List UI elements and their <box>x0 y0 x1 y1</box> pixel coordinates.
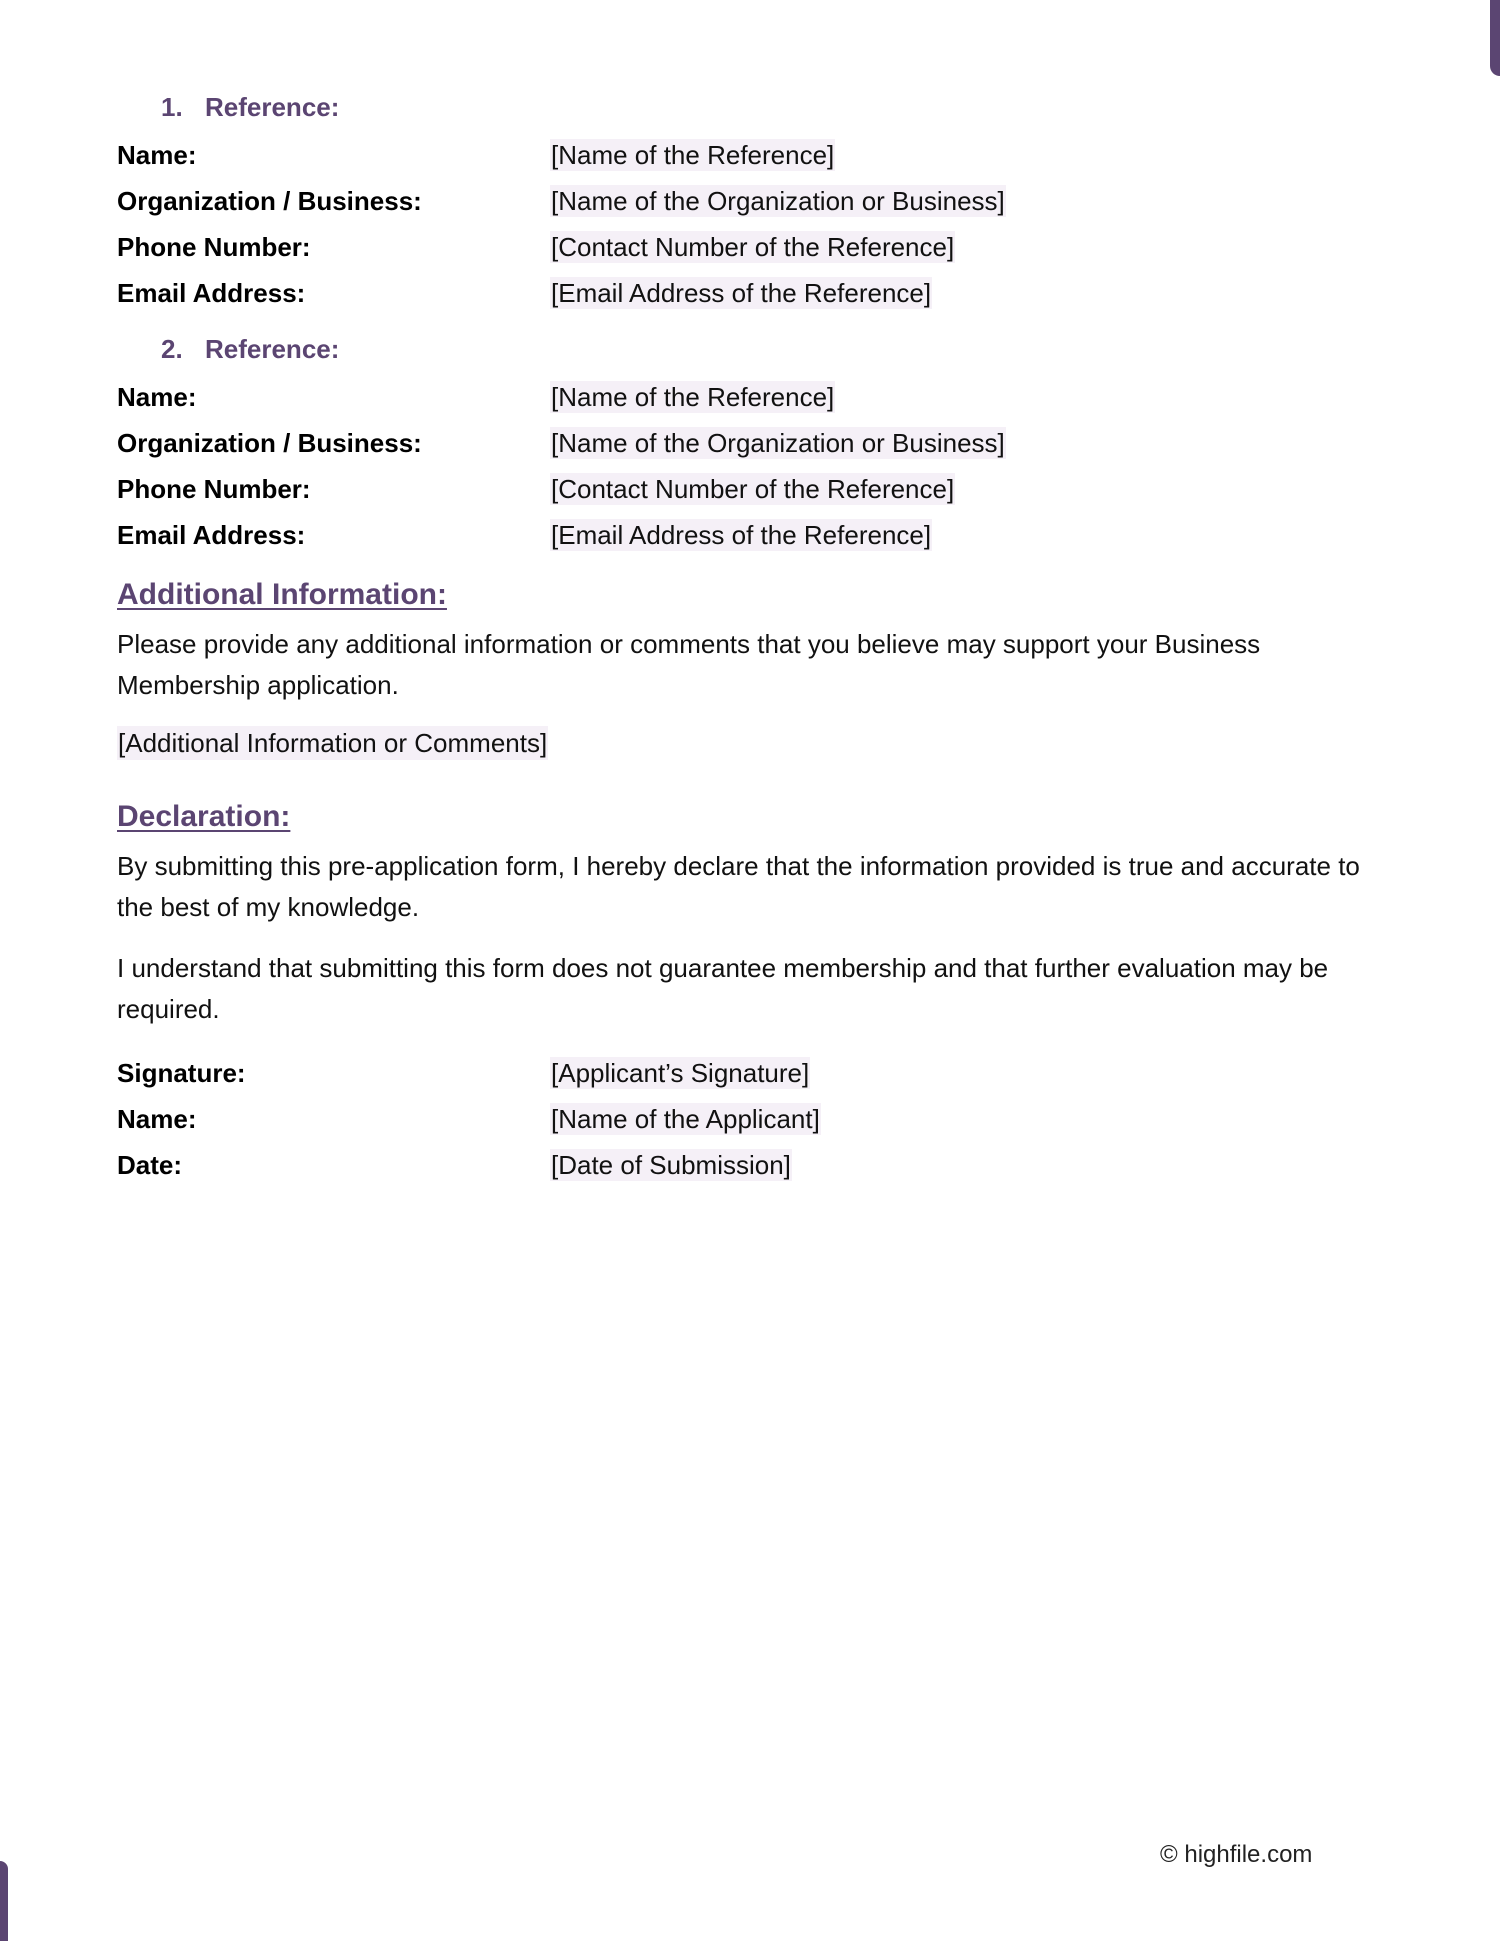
applicant-name-field[interactable]: [Name of the Applicant] <box>551 1104 820 1134</box>
field-label: Email Address: <box>117 519 306 550</box>
field-label: Name: <box>117 1103 197 1134</box>
additional-information-field[interactable]: [Additional Information or Comments] <box>118 728 548 758</box>
declaration-paragraph-2: I understand that submitting this form does not guarantee membership and that further evaluation may be required. <box>117 953 1329 1024</box>
reference-1-phone-field[interactable]: [Contact Number of the Reference] <box>551 232 955 262</box>
submission-date-row <box>117 1142 1377 1188</box>
field-label: Phone Number: <box>117 231 311 262</box>
reference-1-number: 1. <box>161 92 183 122</box>
corner-decoration-bottom-left <box>0 1861 8 1941</box>
additional-information-section <box>117 576 1377 788</box>
applicant-name-row <box>117 1096 1377 1142</box>
field-label: Name: <box>117 139 197 170</box>
reference-1-title: Reference: <box>205 92 340 122</box>
field-label: Email Address: <box>117 277 306 308</box>
reference-2-name-row <box>117 374 1377 420</box>
declaration-section <box>117 798 1377 1188</box>
field-label: Signature: <box>117 1057 246 1088</box>
corner-decoration-top-right <box>1490 0 1500 76</box>
reference-2-organization-field[interactable]: [Name of the Organization or Business] <box>551 428 1005 458</box>
reference-2-organization-row <box>117 420 1377 466</box>
footer-copyright: © highfile.com <box>1160 1841 1313 1868</box>
document-content <box>117 92 1377 1188</box>
reference-1-email-row <box>117 270 1377 316</box>
reference-1-phone-row <box>117 224 1377 270</box>
reference-1-email-field[interactable]: [Email Address of the Reference] <box>551 278 932 308</box>
reference-2-name-field[interactable]: [Name of the Reference] <box>551 382 835 412</box>
reference-2-phone-row <box>117 466 1377 512</box>
reference-2-section <box>117 334 1377 558</box>
additional-information-description: Please provide any additional information or comments that you believe may support your Business Membership application. <box>117 629 1261 700</box>
submission-date-field[interactable]: [Date of Submission] <box>551 1150 791 1180</box>
signature-field[interactable]: [Applicant’s Signature] <box>551 1058 810 1088</box>
reference-2-title: Reference: <box>205 334 340 364</box>
field-label: Date: <box>117 1149 183 1180</box>
reference-1-organization-row <box>117 178 1377 224</box>
declaration-paragraph-1: By submitting this pre-application form, I hereby declare that the information provided is true and accurate to the best of my knowledge. <box>117 851 1360 922</box>
field-label: Organization / Business: <box>117 427 422 458</box>
reference-1-section <box>117 92 1377 316</box>
reference-2-email-field[interactable]: [Email Address of the Reference] <box>551 520 932 550</box>
reference-1-name-field[interactable]: [Name of the Reference] <box>551 140 835 170</box>
field-label: Organization / Business: <box>117 185 422 216</box>
reference-2-heading <box>161 334 1377 364</box>
declaration-title: Declaration: <box>117 800 291 833</box>
reference-2-phone-field[interactable]: [Contact Number of the Reference] <box>551 474 955 504</box>
reference-1-name-row <box>117 132 1377 178</box>
reference-2-email-row <box>117 512 1377 558</box>
reference-2-number: 2. <box>161 334 183 364</box>
field-label: Name: <box>117 381 197 412</box>
additional-information-title: Additional Information: <box>117 578 447 611</box>
signature-row <box>117 1050 1377 1096</box>
reference-1-organization-field[interactable]: [Name of the Organization or Business] <box>551 186 1005 216</box>
reference-1-heading <box>161 92 1377 122</box>
declaration-fields <box>117 1050 1377 1188</box>
field-label: Phone Number: <box>117 473 311 504</box>
